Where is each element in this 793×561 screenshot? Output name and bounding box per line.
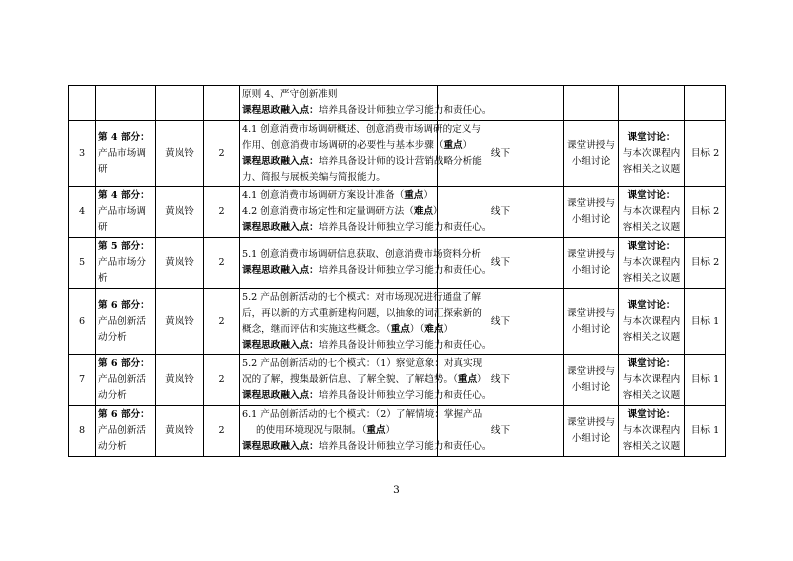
part-label: 第 4 部分： [98, 131, 150, 143]
cell-hours [204, 289, 240, 355]
content-line [242, 338, 492, 354]
ideology-text: 培养具备设计师独立学习能力和责任心。 [318, 222, 492, 233]
ideology-label: 课程思政融入点： [242, 222, 319, 233]
content-text: 5.2 产品创新活动的七个模式：（1）察觉意象：对真实现 [242, 358, 483, 369]
teaching-mode: 线下 [490, 374, 511, 385]
row-number: 7 [78, 374, 86, 385]
cell-method [564, 121, 619, 187]
course-goal: 目标 2 [690, 147, 720, 159]
discussion-label: 课堂讨论： [627, 358, 676, 369]
cell-part [96, 406, 156, 457]
cell-method [564, 238, 619, 289]
class-hours: 2 [218, 206, 225, 217]
teacher-name: 黄岚铃 [165, 315, 194, 327]
cell-content [240, 86, 492, 121]
table-row [69, 355, 726, 406]
cell-hours [204, 355, 240, 406]
part-name: 产品创新活动分析 [98, 315, 146, 343]
table-row [69, 187, 726, 238]
discussion-label: 课堂讨论： [627, 409, 676, 420]
discussion-text: 与本次课程内容相关之议题 [622, 257, 681, 284]
part-name: 产品市场调研 [98, 206, 146, 233]
part-label: 第 6 部分： [98, 409, 150, 420]
teaching-method: 课堂讲授与小组讨论 [567, 139, 615, 167]
table-row [69, 238, 726, 289]
ideology-text: 培养具备设计师的设计营销战略分析能 [318, 155, 482, 167]
cell-method [564, 289, 619, 355]
cell-method [564, 86, 619, 121]
cell-num [69, 289, 96, 355]
content-line [242, 122, 481, 138]
cell-teacher [156, 289, 204, 355]
key-point-tag: 重点 [457, 374, 478, 385]
teacher-name: 黄岚铃 [165, 206, 194, 217]
cell-part [96, 238, 156, 289]
table-row [69, 406, 726, 457]
content-line [242, 322, 454, 338]
class-hours: 2 [218, 425, 225, 436]
content-text: ） [423, 190, 433, 201]
cell-method [564, 355, 619, 406]
teaching-mode: 线下 [490, 315, 511, 327]
cell-num [69, 187, 96, 238]
ideology-label: 课程思政融入点： [242, 339, 319, 351]
content-line [242, 356, 483, 372]
row-number: 8 [78, 425, 86, 436]
cell-content [240, 238, 492, 289]
cell-hours [204, 238, 240, 289]
cell-hours [204, 406, 240, 457]
key-point-tag: 难点 [413, 206, 433, 217]
ideology-label: 课程思政融入点： [242, 265, 319, 276]
cell-part [96, 187, 156, 238]
cell-num [69, 121, 96, 187]
content-line [242, 220, 492, 236]
teaching-method: 课堂讲授与小组讨论 [567, 249, 615, 276]
ideology-text: 培养具备设计师独立学习能力和责任心。 [318, 390, 492, 401]
ideology-text: 培养具备设计师独立学习能力和责任心。 [318, 105, 492, 116]
cell-teacher [156, 406, 204, 457]
course-goal: 目标 1 [690, 425, 720, 436]
key-point-tag: 重点 [443, 139, 463, 151]
part-name: 产品市场分析 [98, 257, 146, 284]
content-text: 4.2 创意消费市场定性和定量调研方法（ [242, 206, 414, 217]
cell-discussion [619, 289, 685, 355]
row-number: 3 [78, 147, 86, 159]
cell-content [240, 187, 492, 238]
cell-discussion [619, 406, 685, 457]
cell-part [96, 355, 156, 406]
content-text: 5.2 产品创新活动的七个模式：对市场现况进行通盘了解 [242, 291, 481, 303]
ideology-label: 课程思政融入点： [242, 155, 319, 167]
content-line [242, 388, 492, 404]
content-text: 力、简报与展板美编与简报能力。 [242, 171, 386, 183]
cell-num [69, 355, 96, 406]
cell-part [96, 289, 156, 355]
content-text: 作用、创意消费市场调研的必要性与基本步骤（ [242, 139, 444, 151]
teaching-mode: 线下 [490, 206, 511, 217]
cell-part [96, 121, 156, 187]
ideology-label: 课程思政融入点： [242, 441, 319, 452]
cell-goal [685, 238, 726, 289]
cell-teacher [156, 238, 204, 289]
teaching-mode: 线下 [490, 257, 511, 268]
content-line: 原则 4、严守创新准则 [242, 89, 338, 100]
ideology-label: 课程思政融入点： [242, 105, 319, 116]
content-line [242, 138, 473, 154]
content-text: 6.1 产品创新活动的七个模式：（2）了解情境：掌握产品 [242, 409, 483, 420]
content-line [242, 263, 492, 279]
class-hours: 2 [218, 374, 225, 385]
content-line [242, 372, 487, 388]
course-goal: 目标 1 [690, 374, 720, 385]
cell-discussion [619, 121, 685, 187]
content-text: 况的了解，搜集最新信息、了解全貌、了解趋势。（ [242, 374, 458, 385]
discussion-text: 与本次课程内容相关之议题 [622, 315, 681, 343]
cell-num [69, 86, 96, 121]
cell-hours [204, 121, 240, 187]
teaching-method: 课堂讲授与小组讨论 [567, 366, 615, 393]
content-line [242, 170, 435, 186]
teacher-name: 黄岚铃 [165, 425, 194, 436]
ideology-label: 课程思政融入点： [242, 390, 319, 401]
content-text: ） [443, 323, 454, 335]
discussion-label: 课堂讨论： [627, 241, 676, 252]
cell-method [564, 187, 619, 238]
content-line [242, 439, 492, 455]
course-goal: 目标 1 [690, 315, 720, 327]
discussion-text: 与本次课程内容相关之议题 [622, 374, 681, 401]
class-hours: 2 [218, 315, 225, 327]
cell-teacher [156, 355, 204, 406]
cell-content [240, 406, 492, 457]
row-number: 5 [78, 257, 86, 268]
cell-goal [685, 86, 726, 121]
content-text: ） [385, 425, 396, 436]
table-row-continued [69, 86, 726, 121]
cell-goal [685, 121, 726, 187]
part-name: 产品市场调研 [98, 147, 146, 175]
table-row [69, 289, 726, 355]
teacher-name: 黄岚铃 [165, 374, 194, 385]
difficulty-tag: 难点 [424, 323, 444, 335]
cell-content [240, 289, 492, 355]
content-text: 后，再以新的方式重新建构问题，以抽象的词汇探索新的 [242, 307, 482, 319]
discussion-text: 与本次课程内容相关之议题 [622, 425, 681, 452]
cell-goal [685, 406, 726, 457]
content-text: 4.1 创意消费市场调研概述、创意消费市场调研的定义与 [242, 123, 481, 135]
cell-method [564, 406, 619, 457]
cell-discussion [619, 238, 685, 289]
part-name: 产品创新活动分析 [98, 425, 146, 452]
cell-discussion [619, 187, 685, 238]
content-text: 4.1 创意消费市场调研方案设计准备（ [242, 190, 405, 201]
key-point-tag: 重点 [366, 425, 386, 436]
content-text: 的使用环境现况与限制。（ [256, 425, 367, 436]
class-hours: 2 [218, 147, 225, 159]
content-line [242, 103, 492, 119]
content-text: ） [462, 139, 473, 151]
content-line [242, 407, 483, 423]
ideology-text: 培养具备设计师独立学习能力和责任心。 [318, 265, 492, 276]
teaching-mode: 线下 [490, 425, 511, 436]
cell-teacher [156, 121, 204, 187]
cell-goal [685, 355, 726, 406]
part-label: 第 4 部分： [98, 190, 150, 201]
part-label: 第 5 部分： [98, 241, 150, 252]
cell-goal [685, 187, 726, 238]
teacher-name: 黄岚铃 [165, 257, 194, 268]
cell-content [240, 355, 492, 406]
teaching-mode: 线下 [490, 147, 511, 159]
cell-teacher [156, 187, 204, 238]
discussion-text: 与本次课程内容相关之议题 [622, 206, 681, 233]
course-goal: 目标 2 [690, 257, 720, 268]
cell-discussion [619, 355, 685, 406]
ideology-text: 培养具备设计师独立学习能力和责任心。 [318, 339, 492, 351]
content-text: 概念，继而评估和实施这些概念。（ [242, 323, 391, 335]
cell-hours [204, 187, 240, 238]
cell-part [96, 86, 156, 121]
key-point-tag: 重点 [390, 323, 410, 335]
cell-discussion [619, 86, 685, 121]
content-line [242, 290, 481, 306]
page-number: 3 [393, 484, 400, 496]
teaching-method: 课堂讲授与小组讨论 [567, 417, 615, 444]
cell-num [69, 406, 96, 457]
discussion-label: 课堂讨论： [627, 190, 676, 201]
table-row [69, 121, 726, 187]
course-goal: 目标 2 [690, 206, 720, 217]
teaching-method: 课堂讲授与小组讨论 [567, 307, 615, 335]
content-line [242, 306, 482, 322]
part-name: 产品创新活动分析 [98, 374, 146, 401]
content-text: 5.1 创意消费市场调研信息获取、创意消费市场资料分析 [242, 249, 481, 260]
cell-mode [438, 238, 564, 289]
part-label: 第 6 部分： [98, 299, 150, 311]
teacher-name: 黄岚铃 [165, 147, 194, 159]
cell-teacher [156, 86, 204, 121]
ideology-text: 培养具备设计师独立学习能力和责任心。 [318, 441, 492, 452]
row-number: 6 [78, 315, 86, 327]
teaching-method: 课堂讲授与小组讨论 [567, 198, 615, 225]
cell-hours [204, 86, 240, 121]
cell-content [240, 121, 482, 187]
part-label: 第 6 部分： [98, 358, 150, 369]
discussion-label: 课堂讨论： [627, 131, 676, 143]
content-line [242, 423, 435, 439]
class-hours: 2 [218, 257, 225, 268]
cell-num [69, 238, 96, 289]
content-text: ） [433, 206, 443, 217]
content-line [242, 154, 482, 170]
key-point-tag: 重点 [404, 190, 424, 201]
content-text: ）（ [409, 323, 425, 335]
content-text: ） [477, 374, 487, 385]
discussion-label: 课堂讨论： [627, 299, 676, 311]
content-line [242, 188, 435, 204]
course-schedule-table [68, 85, 726, 457]
row-number: 4 [78, 206, 86, 217]
content-line [242, 204, 443, 220]
cell-goal [685, 289, 726, 355]
discussion-text: 与本次课程内容相关之议题 [622, 147, 681, 175]
content-line [242, 247, 481, 263]
